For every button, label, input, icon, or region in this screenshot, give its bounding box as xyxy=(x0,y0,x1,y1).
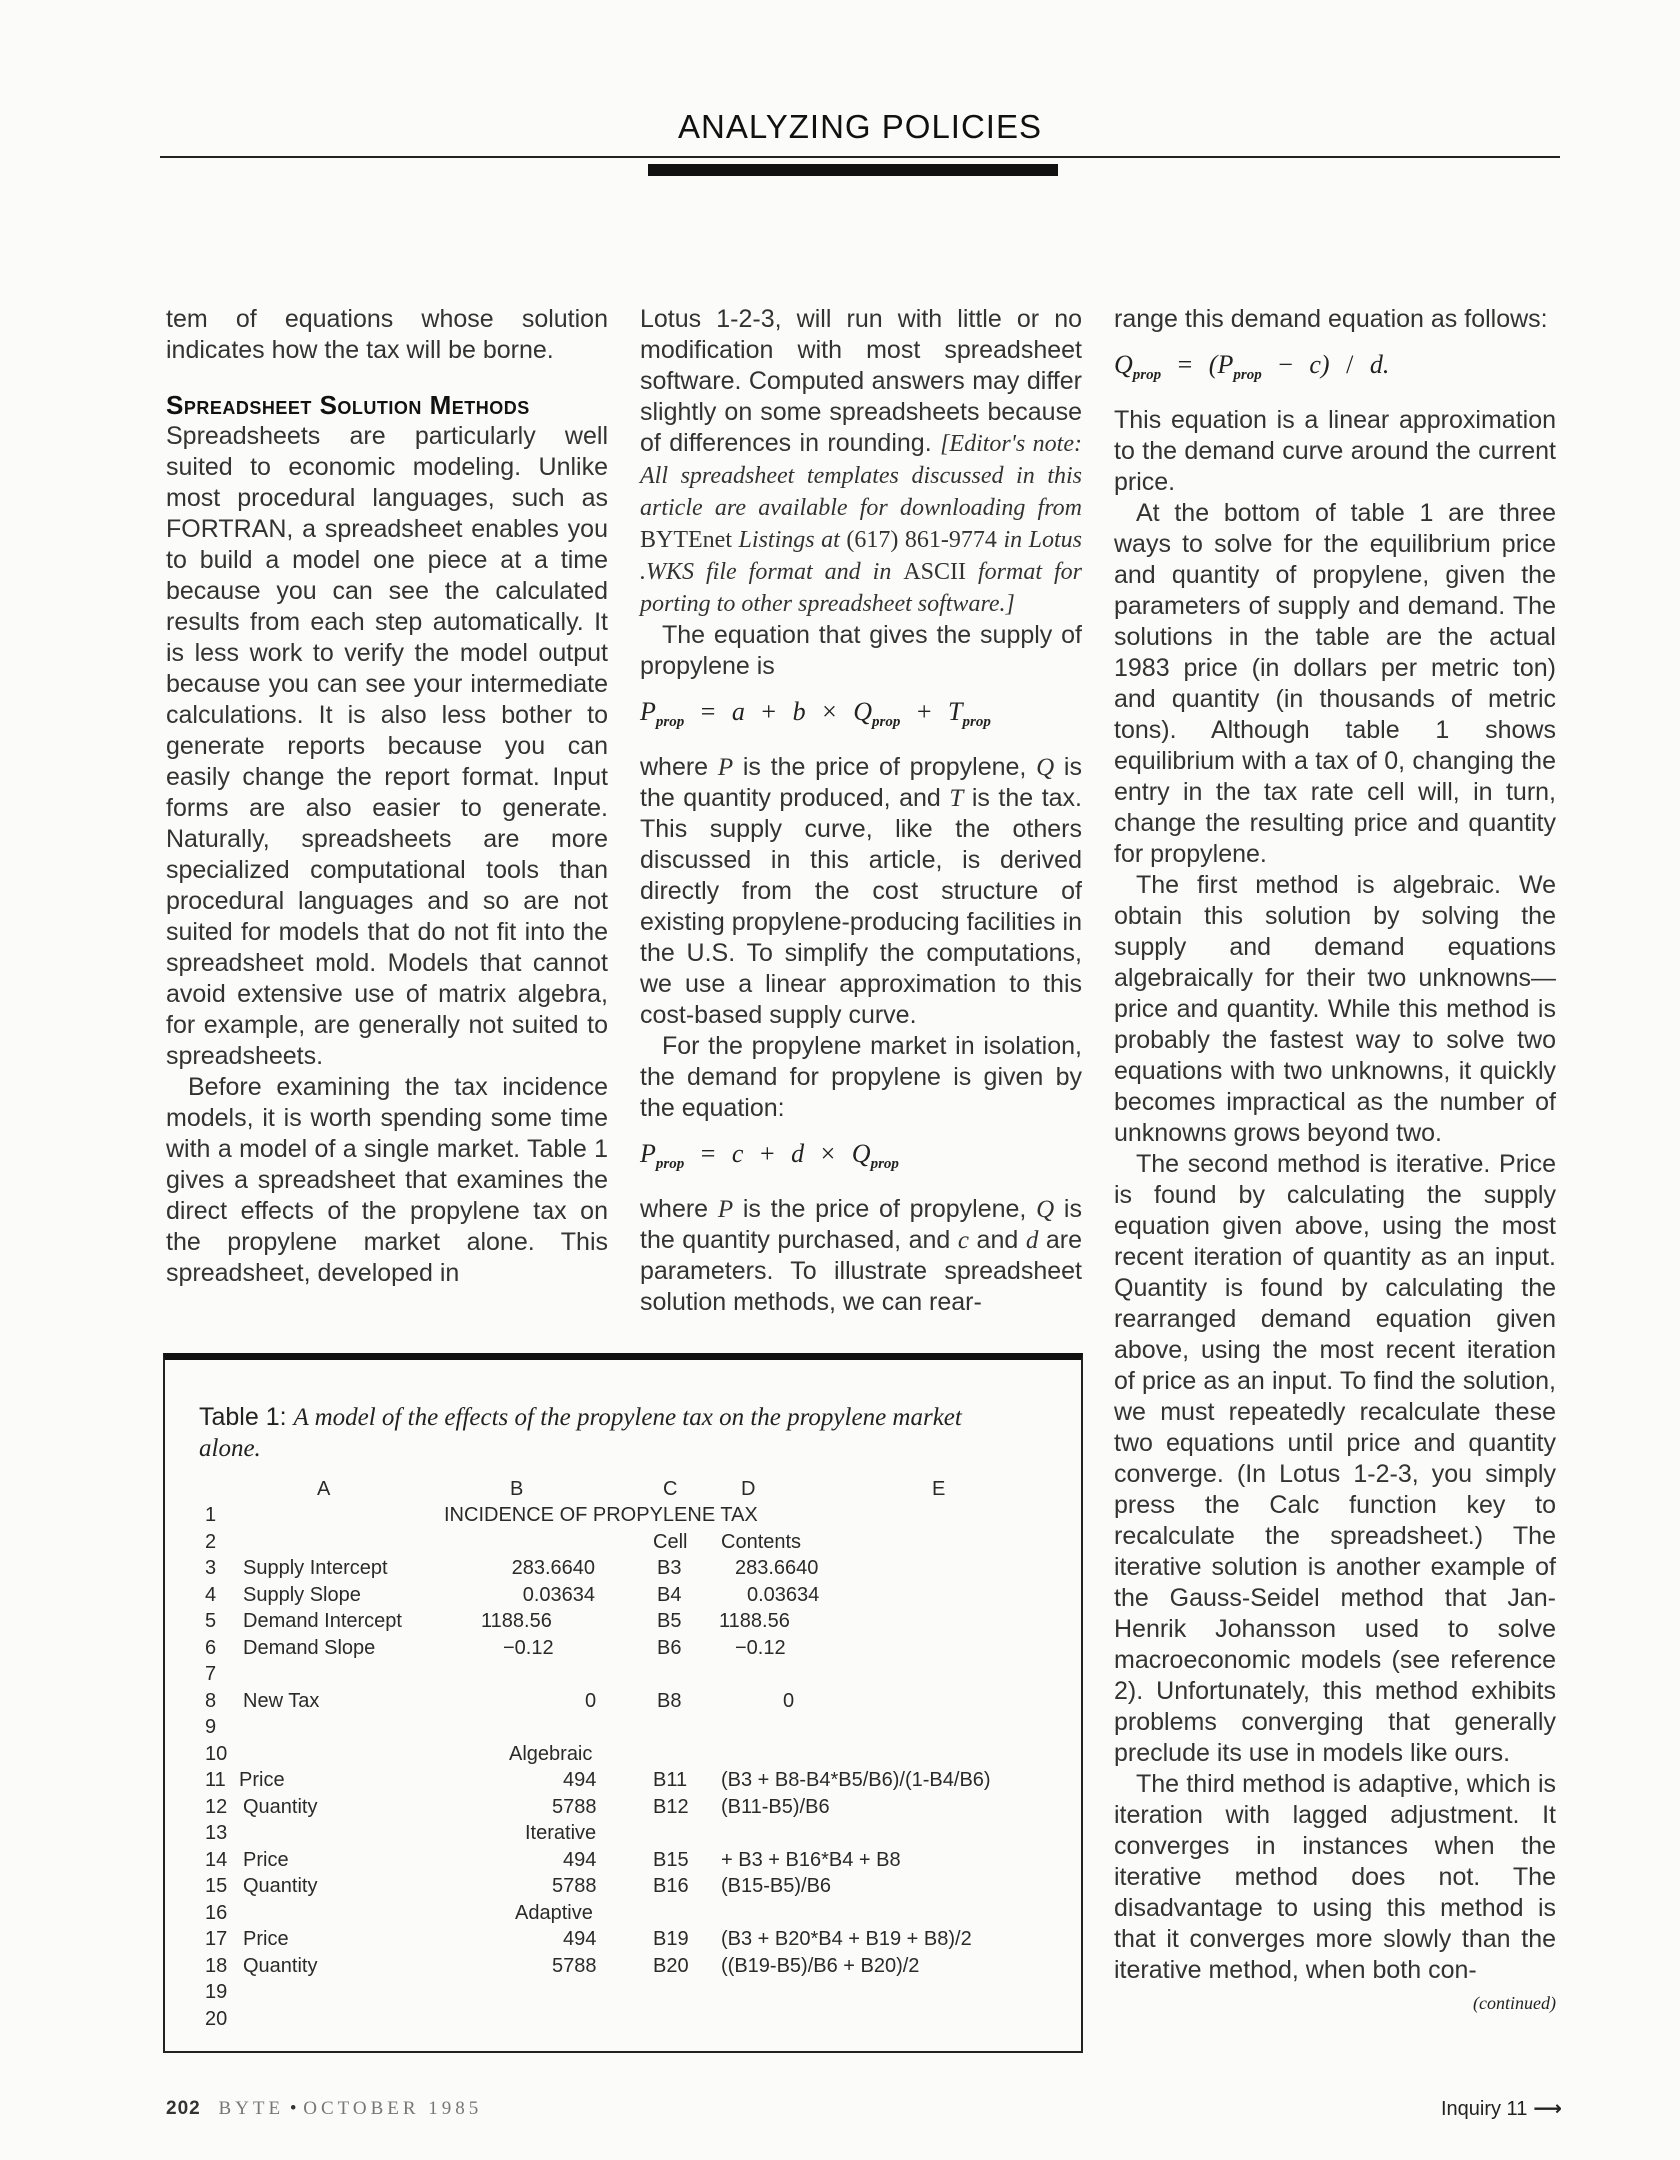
row-number: 2 xyxy=(205,1531,217,1553)
eq-symbol: P xyxy=(1217,350,1234,379)
eq-subscript: prop xyxy=(1233,367,1262,384)
column-2 xyxy=(640,304,1082,1318)
header-cell: Cell xyxy=(653,1531,688,1553)
row-number: 13 xyxy=(205,1822,228,1844)
column-letter: C xyxy=(663,1478,678,1500)
row-contents: 0 xyxy=(783,1690,795,1712)
inquiry-text: Inquiry 11 xyxy=(1440,2098,1528,2120)
method-label: Iterative xyxy=(525,1822,597,1844)
row-value: 5788 xyxy=(552,1796,597,1818)
method-label: Algebraic xyxy=(509,1743,593,1765)
page-number: 202 xyxy=(166,2098,201,2119)
row-value: 0 xyxy=(585,1690,597,1712)
text: is the quantity produced, and xyxy=(640,753,1082,813)
text: and xyxy=(976,1226,1019,1255)
row-contents: (B15-B5)/B6 xyxy=(721,1875,832,1897)
paragraph: For the propylene market in isolation, the demand for propylene is given by the equation: xyxy=(640,1032,1082,1123)
spreadsheet-title: INCIDENCE OF PROPYLENE TAX xyxy=(444,1504,758,1526)
row-value: 5788 xyxy=(552,1955,597,1977)
note-text: [Editor's note: All spreadsheet templates discussed in this article are available for downloading from xyxy=(640,431,1082,521)
eq-symbol: b xyxy=(792,697,806,726)
row-cell-ref: B15 xyxy=(653,1849,689,1871)
eq-symbol: Q xyxy=(853,697,873,726)
row-cell-ref: B8 xyxy=(657,1690,682,1712)
eq-subscript: prop xyxy=(872,714,901,731)
row-number: 4 xyxy=(205,1584,217,1606)
note-bytenet: BYTEnet xyxy=(640,527,732,553)
row-label: Supply Intercept xyxy=(243,1557,388,1579)
row-label: Supply Slope xyxy=(243,1584,361,1606)
section-heading: Spreadsheet Solution Methods xyxy=(166,390,530,420)
paragraph: tem of equations whose solution indicates how the tax will be borne. xyxy=(166,305,608,364)
row-number: 20 xyxy=(205,2008,228,2030)
row-contents: (B3 + B8-B4*B5/B6)/(1-B4/B6) xyxy=(721,1769,991,1791)
row-label: Price xyxy=(243,1849,289,1871)
eq-symbol: d xyxy=(791,1139,805,1169)
row-label: Price xyxy=(243,1928,289,1950)
row-number: 9 xyxy=(205,1716,217,1738)
row-contents: −0.12 xyxy=(735,1637,786,1659)
eq-symbol: d. xyxy=(1369,350,1390,379)
spreadsheet xyxy=(165,1360,1081,2051)
text: is the price of propylene, xyxy=(742,1195,1027,1224)
row-number: 19 xyxy=(205,1981,228,2003)
issue-date: OCTOBER 1985 xyxy=(303,2098,483,2119)
row-number: 17 xyxy=(205,1928,228,1950)
row-number: 12 xyxy=(205,1796,228,1818)
row-cell-ref: B20 xyxy=(653,1955,689,1977)
row-number: 8 xyxy=(205,1690,217,1712)
row-contents: (B11-B5)/B6 xyxy=(721,1796,830,1818)
row-number: 5 xyxy=(205,1610,217,1632)
row-cell-ref: B4 xyxy=(657,1584,682,1606)
eq-paren: ) xyxy=(1320,350,1330,379)
row-number: 11 xyxy=(205,1769,226,1791)
paragraph: Before examining the tax incidence models, it is worth spending some time with a model of a single market. Table 1 gives a spreadsheet that examines the direct effects of the propylene tax on the propylene market alone. This spreadsheet, developed in xyxy=(166,1073,608,1287)
eq-symbol: P xyxy=(640,697,656,726)
eq-subscript: prop xyxy=(1132,367,1162,384)
text: where xyxy=(640,1195,709,1224)
continued-label: (continued) xyxy=(1473,1993,1556,2014)
text: is the price of propylene, xyxy=(742,753,1027,782)
note-text: format for porting to other spreadsheet software.] xyxy=(640,559,1083,617)
eq-symbol: Q xyxy=(851,1139,871,1169)
row-contents: + B3 + B16*B4 + B8 xyxy=(721,1849,901,1871)
eq-operator: + xyxy=(916,697,932,726)
eq-operator: − xyxy=(1278,350,1293,379)
text: are parameters. To illustrate spreadsheet solution methods, we can rear- xyxy=(640,1226,1082,1317)
row-number: 18 xyxy=(205,1955,228,1977)
row-label: Quantity xyxy=(243,1955,318,1977)
row-number: 14 xyxy=(205,1849,228,1871)
row-label: Quantity xyxy=(243,1875,318,1897)
row-contents: 283.6640 xyxy=(735,1557,819,1579)
running-header: ANALYZING POLICIES xyxy=(678,108,1042,145)
demand-equation xyxy=(640,1138,1082,1180)
paragraph xyxy=(640,1194,1082,1318)
paragraph-text: Lotus 1-2-3, will run with little or no modification with most spreadsheet software. Computed answers may differ slightly on some spreadsheets because of differences in rounding. xyxy=(640,305,1082,457)
eq-subscript: prop xyxy=(962,714,991,731)
note-ascii: ASCII xyxy=(903,559,966,585)
row-number: 16 xyxy=(205,1902,228,1924)
row-number: 6 xyxy=(205,1637,217,1659)
row-value: 5788 xyxy=(552,1875,597,1897)
method-label: Adaptive xyxy=(515,1902,593,1924)
row-contents: (B3 + B20*B4 + B19 + B8)/2 xyxy=(721,1928,972,1950)
inquiry-label xyxy=(1441,2096,1562,2121)
column-3 xyxy=(1114,304,1556,2019)
row-label: Demand Intercept xyxy=(243,1610,402,1632)
variable: T xyxy=(949,785,964,813)
paragraph: Spreadsheets are particularly well suited to economic modeling. Unlike most procedural languages, such as FORTRAN, a spreadsheet enables you to build a model one piece at a time because you can see the calculated results from each step automatically. It is less work to verify the model output because you can see your intermediate calculations. It is also less bother to generate reports because you can easily change the report format. Input forms are also easier to generate. Naturally, spreadsheets are more specialized computational tools than procedural languages and so are not suited for models that do not fit into the spreadsheet mold. Models that cannot avoid extensive use of matrix algebra, for example, are generally not suited to spreadsheets. xyxy=(166,422,608,1070)
column-letter: E xyxy=(932,1478,946,1500)
row-label: New Tax xyxy=(243,1690,320,1712)
row-value: 283.6640 xyxy=(511,1557,595,1579)
paragraph: At the bottom of table 1 are three ways to solve for the equilibrium price and quantity of propylene, given the parameters of supply and demand. The solutions in the table are the actual 1983 price (in dollars per metric ton) and quantity (in thousands of metric tons). Although table 1 shows equilibrium with a tax of 0, changing the entry in the tax rate cell will, in turn, change the resulting price and quantity for propylene. xyxy=(1114,499,1556,869)
row-value: −0.12 xyxy=(503,1637,554,1659)
page-footer xyxy=(166,2098,482,2120)
row-cell-ref: B5 xyxy=(657,1610,682,1632)
row-label: Quantity xyxy=(243,1796,318,1818)
footer-bullet: • xyxy=(289,2098,298,2119)
eq-subscript: prop xyxy=(870,1156,899,1173)
eq-operator: × xyxy=(820,1139,836,1169)
rearranged-demand-equation xyxy=(1114,349,1556,391)
column-letter: B xyxy=(510,1478,524,1500)
row-number: 1 xyxy=(205,1504,217,1526)
eq-operator: / xyxy=(1346,350,1354,379)
row-number: 15 xyxy=(205,1875,228,1897)
text: where xyxy=(640,753,709,782)
paragraph: range this demand equation as follows: xyxy=(1114,305,1548,333)
supply-equation xyxy=(640,696,1082,738)
editors-note xyxy=(640,431,1082,617)
row-number: 7 xyxy=(205,1663,217,1685)
row-value: 1188.56 xyxy=(481,1610,552,1632)
column-letter: A xyxy=(317,1478,331,1500)
column-letter: D xyxy=(741,1478,756,1500)
eq-symbol: T xyxy=(948,697,963,726)
row-number: 3 xyxy=(205,1557,217,1579)
row-cell-ref: B6 xyxy=(657,1637,682,1659)
eq-symbol: a xyxy=(731,697,745,726)
caption-text: A model of the effects of the propylene tax on the propylene market alone. xyxy=(199,1404,962,1462)
header-bar xyxy=(648,164,1058,176)
row-label: Demand Slope xyxy=(243,1637,376,1659)
text: is the quantity purchased, and xyxy=(640,1195,1082,1255)
eq-symbol: c xyxy=(1309,350,1321,379)
magazine-name: BYTE xyxy=(218,2098,285,2119)
row-cell-ref: B12 xyxy=(653,1796,689,1818)
note-text: in Lotus .WKS file format and in xyxy=(640,527,1083,585)
row-value: 0.03634 xyxy=(522,1584,595,1606)
column-1 xyxy=(166,304,608,1289)
paragraph: The equation that gives the supply of propylene is xyxy=(640,621,1082,680)
row-contents: 1188.56 xyxy=(719,1610,790,1632)
variable: c xyxy=(957,1227,969,1255)
variable: P xyxy=(717,1196,734,1224)
row-cell-ref: B19 xyxy=(653,1928,689,1950)
eq-subscript: prop xyxy=(655,714,685,731)
eq-operator: × xyxy=(822,697,837,726)
row-contents: ((B19-B5)/B6 + B20)/2 xyxy=(721,1955,920,1977)
row-value: 494 xyxy=(563,1849,597,1871)
header-rule xyxy=(160,156,1560,158)
eq-paren: ( xyxy=(1208,350,1218,379)
row-cell-ref: B16 xyxy=(653,1875,689,1897)
variable: Q xyxy=(1036,1196,1055,1224)
row-cell-ref: B3 xyxy=(657,1557,682,1579)
variable: d xyxy=(1025,1227,1039,1255)
paragraph: The first method is algebraic. We obtain this solution by solving the supply and demand equations algebraically for their two unknowns—price and quantity. While this method is probably the fastest way to solve two equations with two unknowns, it quickly becomes impractical as the number of unknowns grows beyond two. xyxy=(1114,871,1556,1148)
header-contents: Contents xyxy=(721,1531,802,1553)
paragraph xyxy=(640,752,1082,1031)
row-label: Price xyxy=(239,1769,285,1791)
note-text: Listings at xyxy=(738,527,840,553)
variable: Q xyxy=(1036,754,1055,782)
paragraph xyxy=(640,304,1082,620)
row-contents: 0.03634 xyxy=(747,1584,820,1606)
eq-operator: = xyxy=(700,697,716,726)
paragraph: The third method is adaptive, which is iteration with lagged adjustment. It converges in instances when the iterative method does not. The disadvantage to using this method is that it converges more slowly than the iterative method, when both con- xyxy=(1114,1770,1556,1985)
eq-operator: = xyxy=(1177,350,1193,379)
text: is the tax. This supply curve, like the others discussed in this article, is derived directly from the cost structure of existing propylene-producing facilities in the U.S. To simplify the computations, we use a linear approximation to this cost-based supply curve. xyxy=(640,784,1083,1030)
variable: P xyxy=(717,754,734,782)
row-number: 10 xyxy=(205,1743,228,1765)
row-value: 494 xyxy=(563,1928,597,1950)
note-phone: (617) 861-9774 xyxy=(846,527,997,553)
row-value: 494 xyxy=(563,1769,597,1791)
eq-symbol: c xyxy=(731,1139,744,1169)
eq-operator: + xyxy=(759,1139,775,1169)
eq-operator: = xyxy=(700,1139,716,1169)
paragraph: This equation is a linear approximation to the demand curve around the current price. xyxy=(1114,406,1556,497)
eq-symbol: P xyxy=(640,1139,656,1169)
table-1 xyxy=(163,1353,1083,2053)
arrow-right-icon: ⟶ xyxy=(1533,2098,1562,2120)
eq-symbol: Q xyxy=(1114,350,1133,379)
row-cell-ref: B11 xyxy=(653,1769,688,1791)
eq-subscript: prop xyxy=(655,1156,685,1173)
paragraph: The second method is iterative. Price is found by calculating the supply equation given above, using the most recent iteration of quantity as an input. Quantity is found by calculating the rearranged demand equation given above, using the most recent iteration of price as an input. To find the solution, we must repeatedly recalculate these two equations until price and quantity converge. (In Lotus 1-2-3, you simply press the Calc function key to recalculate the spreadsheet.) The iterative solution is another example of the Gauss-Seidel method that Jan-Henrik Johansson used to solve macroeconomic models (see reference 2). Unfortunately, this method exhibits problems converging that generally preclude its use in models like ours. xyxy=(1114,1150,1556,1768)
caption-label: Table 1: xyxy=(199,1403,287,1431)
eq-operator: + xyxy=(761,697,777,726)
